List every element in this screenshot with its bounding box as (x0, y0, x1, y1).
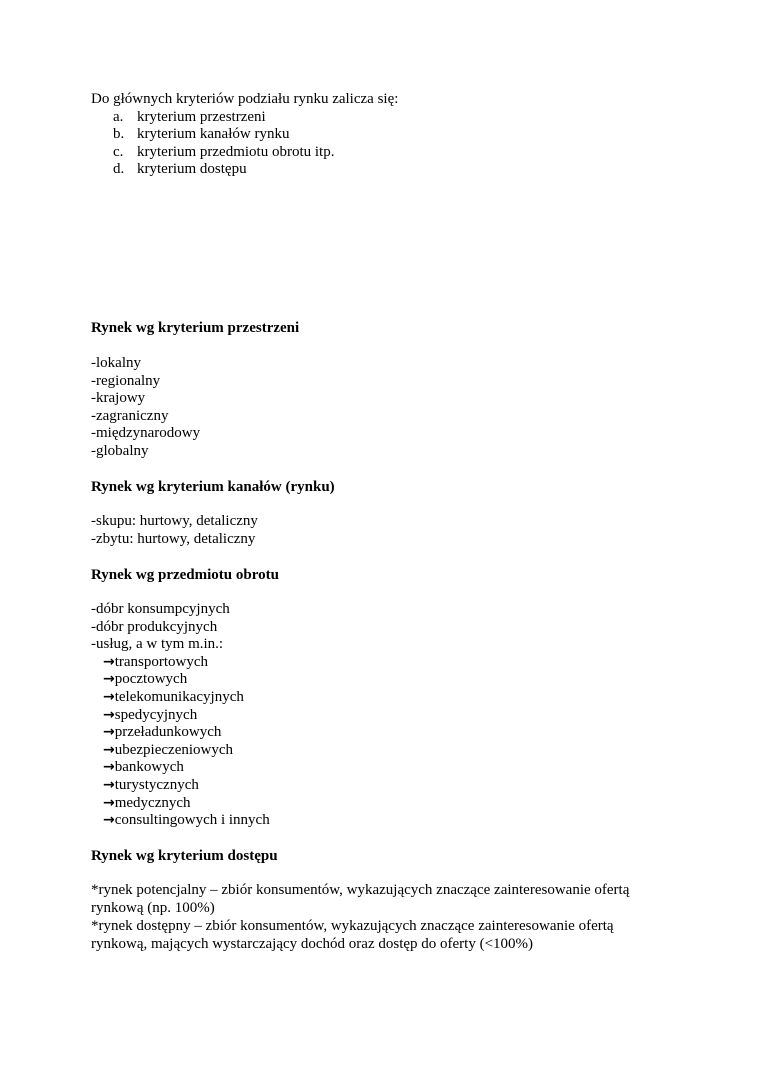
intro-text: Do głównych kryteriów podziału rynku zalicza się: (91, 91, 399, 107)
list-item: -zbytu: hurtowy, detaliczny (91, 530, 256, 547)
section-heading-dostepu: Rynek wg kryterium dostępu (91, 848, 278, 864)
list-item-text: kryterium przestrzeni (137, 108, 266, 125)
arrow-right-icon (103, 689, 115, 705)
arrow-right-icon (103, 742, 115, 758)
arrow-right-icon (103, 777, 115, 793)
arrow-right-icon (103, 707, 115, 723)
list-item: -globalny (91, 442, 149, 459)
arrow-right-icon (103, 812, 115, 828)
sub-list-item (91, 671, 270, 689)
sub-list-item-text: consultingowych i innych (114, 812, 270, 829)
list-marker: a. (113, 108, 124, 125)
section-heading-przedmiotu: Rynek wg przedmiotu obrotu (91, 567, 279, 583)
section-paragraph-dostepu (91, 882, 629, 954)
arrow-right-icon (103, 654, 115, 670)
sub-list-item-text: transportowych (114, 653, 209, 670)
list-item-text: kryterium kanałów rynku (137, 126, 290, 143)
sub-list-item-text: ubezpieczeniowych (114, 741, 234, 758)
section-heading-kanalow: Rynek wg kryterium kanałów (rynku) (91, 479, 335, 495)
list-item: -międzynarodowy (91, 425, 201, 442)
arrow-right-icon (103, 671, 115, 687)
list-marker: b. (113, 126, 125, 143)
list-item: -usług, a w tym m.in.: (91, 636, 224, 653)
section-list-przedmiotu (91, 601, 270, 830)
section-heading-przestrzeni: Rynek wg kryterium przestrzeni (91, 320, 300, 336)
sub-list-item-text: turystycznych (114, 776, 199, 793)
sub-list-item-text: pocztowych (114, 671, 188, 688)
list-item (91, 109, 398, 127)
sub-list-item (91, 689, 270, 707)
list-item (91, 126, 398, 144)
arrow-right-icon (103, 759, 115, 775)
list-item: -zagraniczny (91, 407, 169, 424)
arrow-right-icon (103, 795, 115, 811)
sub-list-item-text: przeładunkowych (114, 724, 222, 741)
paragraph-line: rynkową (np. 100%) (91, 899, 215, 916)
sub-list-item-text: spedycyjnych (114, 706, 198, 723)
arrow-right-icon (103, 724, 115, 740)
paragraph-line: *rynek potencjalny – zbiór konsumentów, wykazujących znaczące zainteresowanie ofertą (91, 882, 630, 898)
list-item: -lokalny (91, 355, 141, 371)
list-marker: d. (113, 161, 125, 178)
sub-list-item (91, 795, 270, 813)
list-item (91, 161, 398, 179)
list-item-text: kryterium przedmiotu obrotu itp. (137, 143, 335, 160)
sub-list-item (91, 742, 270, 760)
paragraph-line: rynkową, mających wystarczający dochód oraz dostęp do oferty (<100%) (91, 935, 534, 952)
section-list-kanalow (91, 513, 258, 548)
sub-list-item-text: telekomunikacyjnych (114, 688, 244, 705)
sub-list-item (91, 777, 270, 795)
sub-list-item (91, 759, 270, 777)
sub-list-item (91, 812, 270, 830)
section-list-przestrzeni (91, 355, 200, 461)
paragraph-line: *rynek dostępny – zbiór konsumentów, wykazujących znaczące zainteresowanie ofertą (91, 917, 614, 934)
list-item: -regionalny (91, 372, 161, 389)
list-item-text: kryterium dostępu (137, 161, 247, 178)
intro-block (91, 91, 398, 179)
list-item: -dóbr konsumpcyjnych (91, 601, 230, 617)
list-item: -krajowy (91, 390, 146, 407)
sub-list-item (91, 654, 270, 672)
sub-list-item-text: medycznych (114, 794, 191, 811)
sub-list-item (91, 724, 270, 742)
sub-list-item-text: bankowych (114, 759, 184, 776)
sub-list-item (91, 707, 270, 725)
list-item: -skupu: hurtowy, detaliczny (91, 513, 258, 529)
list-item: -dóbr produkcyjnych (91, 618, 218, 635)
list-item (91, 144, 398, 162)
list-marker: c. (113, 143, 124, 160)
